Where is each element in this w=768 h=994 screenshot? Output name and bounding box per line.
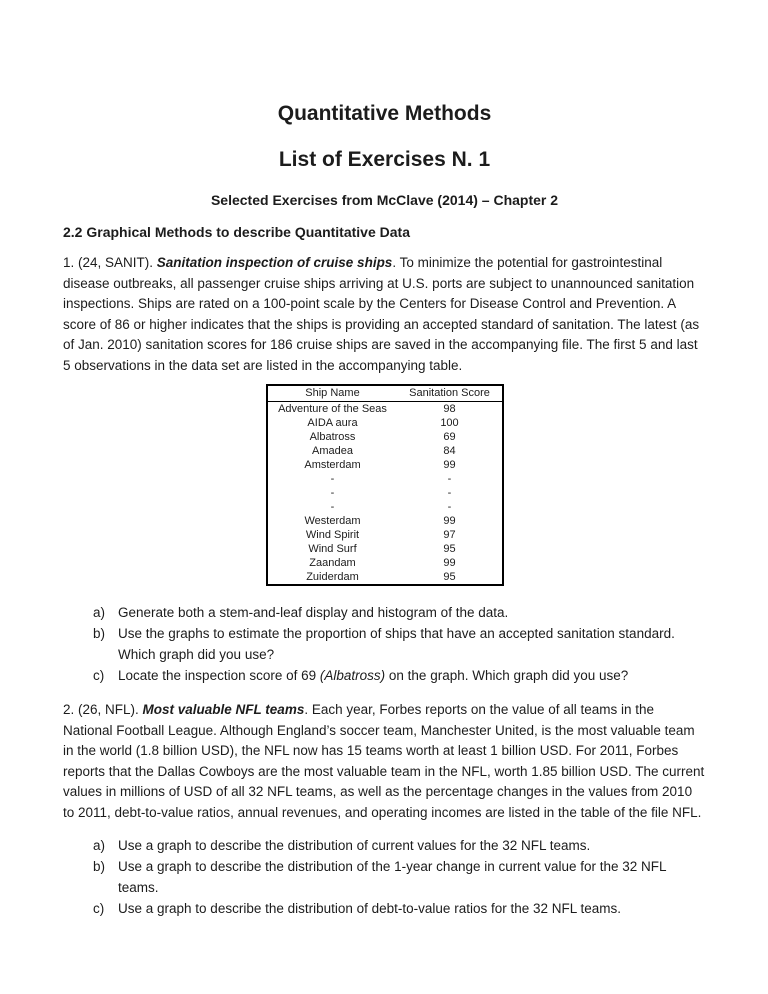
table-row [267,472,503,486]
table-row [267,458,503,472]
question-item-a [93,602,706,623]
question-text: Generate both a stem-and-leaf display and histogram of the data. [118,605,509,620]
question-label: b) [93,859,106,874]
question-item-c [93,665,706,686]
table-row [267,514,503,528]
ship-name-cell: Albatross [309,430,356,443]
sanitation-score-cell: 69 [443,430,456,443]
ship-name-cell: - [330,500,335,513]
question-item-b [93,623,706,665]
table-row [267,528,503,542]
exercise2-question-list [63,835,706,919]
ship-name-cell: Zaandam [309,556,356,569]
question-text: Use a graph to describe the distribution of current values for the 32 NFL teams. [118,838,591,853]
table-header-sanitation-score: Sanitation Score [398,385,503,402]
table-row [267,542,503,556]
ship-name-cell: Amadea [312,444,353,457]
exercise1-intro-paragraph [63,253,706,376]
sanitation-scores-table [266,384,504,586]
question-label: a) [93,838,106,853]
question-label: c) [93,901,105,916]
table-row [267,416,503,430]
document-title: Quantitative Methods [277,102,492,125]
table-body [267,402,503,586]
ship-name-cell: Wind Surf [308,542,357,555]
exercise2-intro-paragraph [63,700,706,823]
table-header-row [267,385,503,402]
question-item-b [93,856,706,898]
sanitation-score-cell: 97 [443,528,456,541]
table-row [267,430,503,444]
question-label: a) [93,605,106,620]
source-subtitle: Selected Exercises from McClave (2014) – Chapter 2 [210,192,559,208]
ship-name-cell: AIDA aura [307,416,358,429]
sanitation-score-cell: 99 [443,514,456,527]
sanitation-score-cell: 99 [443,556,456,569]
table-row [267,500,503,514]
ship-name-cell: Westerdam [304,514,361,527]
exercise2-body-text: . Each year, Forbes reports on the value of all teams in the National Football League. Although England’s soccer team, Manchester United, is the most valuable team in the world (1.8 billion USD), the NFL now has 15 teams worth at least 1 billion USD. For 2011, Forbes reports that the Dallas Cowboys are the most valuable team in the NFL, worth 1.85 billion USD. The current values in millions of USD of all 32 NFL teams, as well as the percentage changes in the values from 2010 to 2011, debt-to-value ratios, annual revenues, and operating incomes are listed in the table of the file NFL. [63,702,705,820]
table-row [267,486,503,500]
sanitation-score-cell: 95 [443,542,456,555]
ship-name-cell: - [330,472,335,485]
ship-name-cell: Wind Spirit [305,528,360,541]
exercise1-body-text: . To minimize the potential for gastrointestinal disease outbreaks, all passenger cruise ships arriving at U.S. ports are subject to unannounced sanitation inspections. Ships are rated on a 100-point scale by the Centers for Disease Control and Prevention. A score of 86 or higher indicates that the ships is providing an accepted standard of sanitation. The latest (as of Jan. 2010) sanitation scores for 186 cruise ships are saved in the accompanying file. The first 5 and last 5 observations in the data set are listed in the accompanying table. [63,255,700,373]
question-label: c) [93,668,105,683]
sanitation-score-cell: 84 [443,444,456,457]
table-row [267,402,503,417]
ship-name-cell: Zuiderdam [306,570,359,583]
exercise1-title: Sanitation inspection of cruise ships [156,255,393,270]
exercise1-question-list [63,602,706,686]
question-text-prefix: Locate the inspection score of 69 [118,668,320,683]
table-row [267,570,503,585]
section-heading: 2.2 Graphical Methods to describe Quantitative Data [63,224,410,240]
sanitation-score-cell: - [447,500,452,513]
exercise2-title: Most valuable NFL teams [142,702,305,717]
table-header-ship-name: Ship Name [267,385,398,402]
question-text-suffix: on the graph. Which graph did you use? [385,668,629,683]
document-title-line2: List of Exercises N. 1 [278,148,491,171]
sanitation-score-cell: 99 [443,458,456,471]
exercise2-number: 2. (26, NFL). [63,702,143,717]
question-item-a [93,835,706,856]
sanitation-score-cell: - [447,486,452,499]
question-text [118,665,706,686]
albatross-italic-text: (Albatross) [319,668,386,683]
question-text: Use the graphs to estimate the proportion of ships that have an accepted sanitation standard. Which graph did you use? [118,626,675,662]
ship-name-cell: Adventure of the Seas [278,402,387,415]
ship-name-cell: - [330,486,335,499]
sanitation-score-cell: - [447,472,452,485]
exercise1-number: 1. (24, SANIT). [63,255,157,270]
sanitation-score-cell: 100 [440,416,459,429]
sanitation-score-cell: 95 [443,570,456,583]
table-row [267,556,503,570]
question-item-c [93,898,706,919]
table-row [267,444,503,458]
ship-name-cell: Amsterdam [304,458,361,471]
sanitation-score-cell: 98 [443,402,456,415]
question-text: Use a graph to describe the distribution of debt-to-value ratios for the 32 NFL teams. [118,901,622,916]
question-text: Use a graph to describe the distribution of the 1-year change in current value for the 32 NFL teams. [118,859,667,895]
question-label: b) [93,626,106,641]
